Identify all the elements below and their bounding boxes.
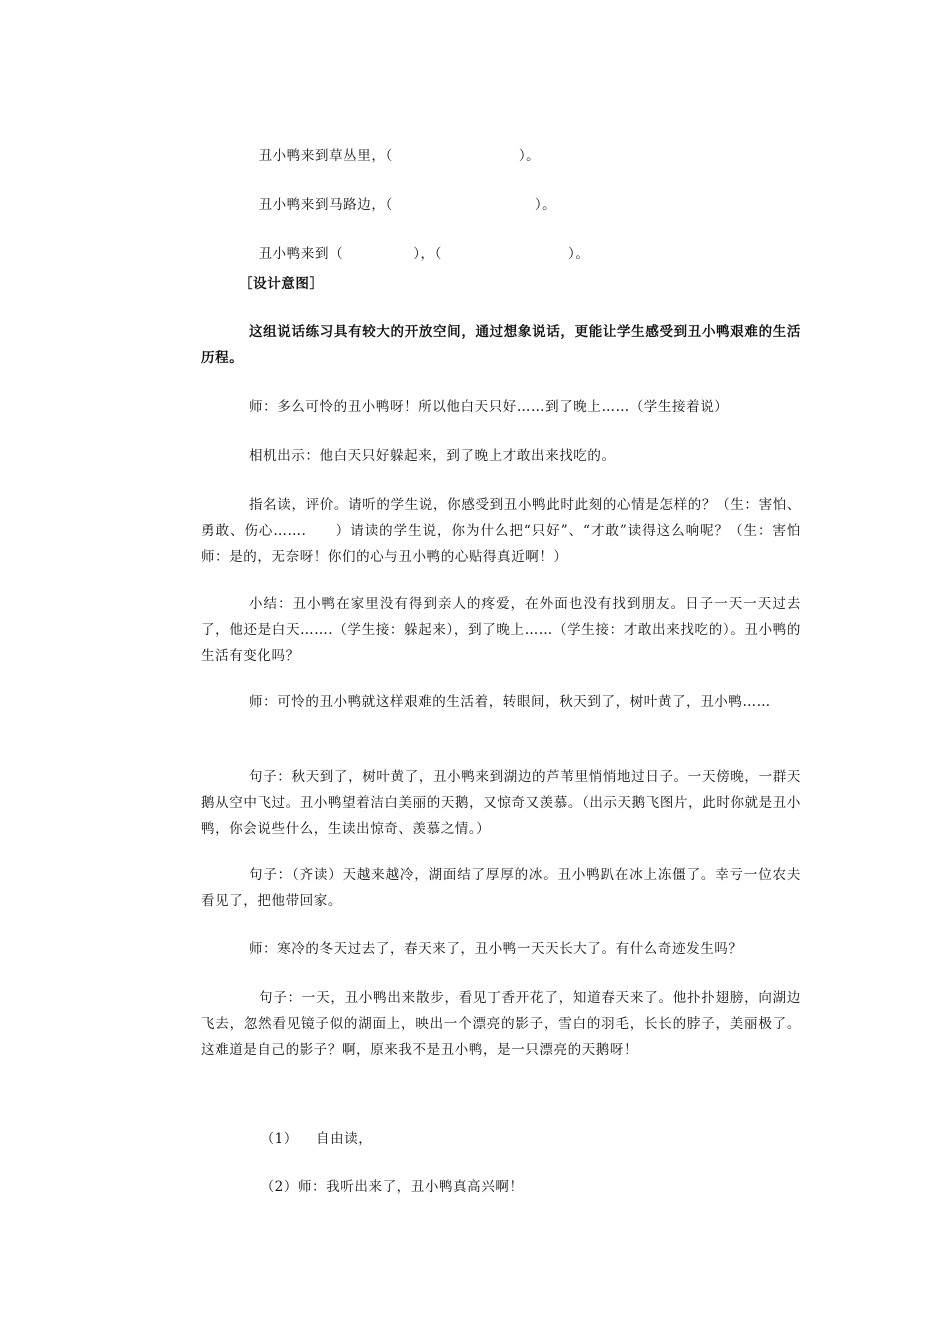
step-text: 自由读， xyxy=(315,1131,373,1147)
fill-blank-suffix: ）。 xyxy=(568,246,590,262)
fill-blank-prefix: 丑小鸭来到马路边，（ xyxy=(258,197,393,213)
paragraph-teacher-pity: 师：多么可怜的丑小鸭呀！所以他白天只好……到了晚上……（学生接着说） xyxy=(249,399,729,415)
design-intent-body: 这组说话练习具有较大的开放空间，通过想象说话，更能让学生感受到丑小鸭艰难的生活历程。 xyxy=(201,324,801,366)
paragraph-summary: 小结：丑小鸭在家里没有得到亲人的疼爱，在外面也没有找到朋友。日子一天一天过去了，他还是白天…….（学生接：躲起来），到了晚上……（学生接：才敢出来找吃的）。丑小鸭的生活有变化吗？ xyxy=(201,596,801,664)
paragraph-reading-evaluation: 指名读，评价。请听的学生说，你感受到丑小鸭此时此刻的心情是怎样的？（生：害怕、勇敢、伤心……. ）请读的学生说，你为什么把“只好”、“才敢”读得这么响呢？（生：害怕 师：是的，无奈呀！你们的心与丑小鸭的心贴得真近啊！） xyxy=(201,497,830,565)
paragraph-sentence-swan: 句子：一天，丑小鸭出来散步，看见丁香开花了，知道春天来了。他扑扑翅膀，向湖边飞去，忽然看见镜子似的湖面上，映出一个漂亮的影子，雪白的羽毛，长长的脖子，美丽极了。这难道是自己的影子？啊，原来我不是丑小鸭，是一只漂亮的天鹅呀！ xyxy=(201,990,801,1058)
fill-blank-middle: ），（ xyxy=(413,246,442,262)
paragraph-display: 相机出示：他白天只好躲起来，到了晚上才敢出来找吃的。 xyxy=(249,448,616,464)
fill-blank-prefix: 丑小鸭来到草丛里，（ xyxy=(258,148,393,164)
paragraph-teacher-spring: 师：寒冷的冬天过去了，春天来了，丑小鸭一天天长大了。有什么奇迹发生吗？ xyxy=(249,941,743,957)
step-1 xyxy=(241,1112,372,1166)
fill-blank-prefix: 丑小鸭来到（ xyxy=(258,246,344,262)
fill-blank-line-1 xyxy=(239,129,540,183)
fill-blank-suffix: ）。 xyxy=(534,197,557,213)
paragraph-sentence-autumn: 句子：秋天到了，树叶黄了，丑小鸭来到湖边的芦苇里悄悄地过日子。一天傍晚，一群天鹅从空中飞过。丑小鸭望着洁白美丽的天鹅，又惊奇又羡慕。（出示天鹅飞图片，此时你就是丑小鸭，你会说些什么，生读出惊奇、羡慕之情。） xyxy=(201,769,801,837)
fill-blank-line-3 xyxy=(239,227,589,281)
step-number: （1） xyxy=(260,1131,298,1147)
fill-blank-line-2 xyxy=(239,178,556,232)
step-text: 师：我听出来了，丑小鸭真高兴啊！ xyxy=(297,1179,524,1195)
step-2 xyxy=(241,1160,524,1214)
paragraph-teacher-autumn: 师：可怜的丑小鸭就这样艰难的生活着，转眼间，秋天到了，树叶黄了，丑小鸭…… xyxy=(249,694,771,710)
step-number: （2） xyxy=(260,1179,298,1195)
design-intent-heading: ［设计意图］ xyxy=(239,276,324,292)
fill-blank-suffix: ）。 xyxy=(518,148,541,164)
paragraph-sentence-winter: 句子：（齐读）天越来越冷，湖面结了厚厚的冰。丑小鸭趴在冰上冻僵了。幸亏一位农夫看见了，把他带回家。 xyxy=(201,867,801,909)
